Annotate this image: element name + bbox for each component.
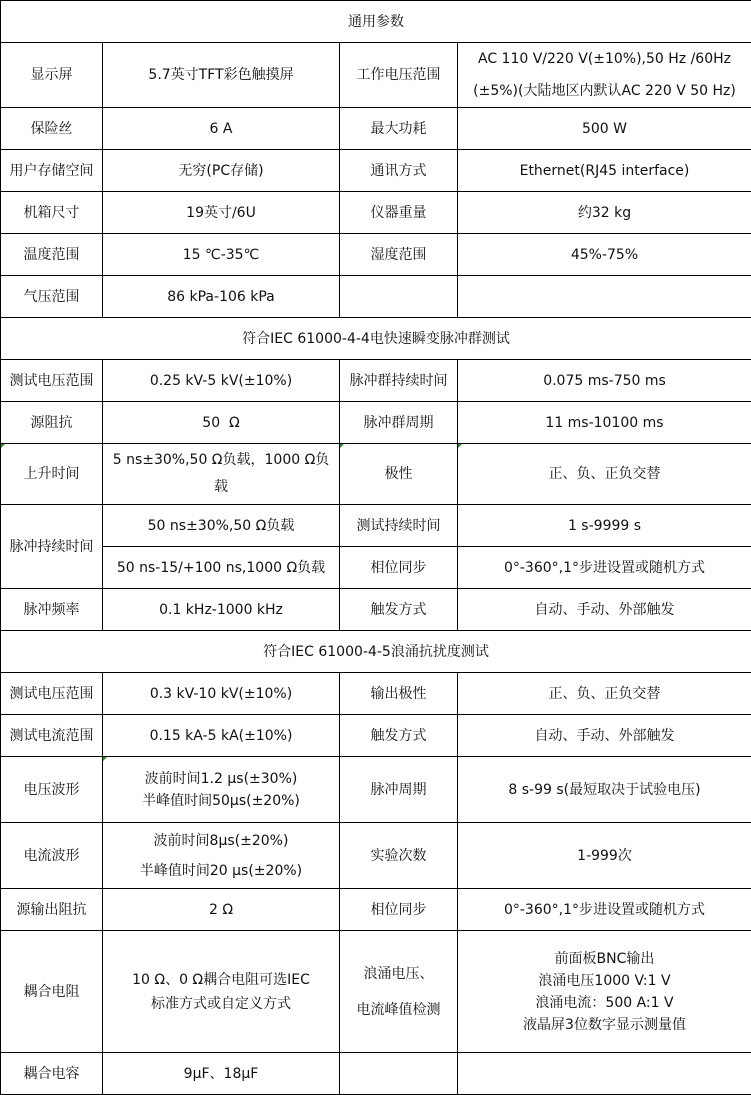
- value-surge-test-voltage: 0.3 kV-10 kV(±10%): [103, 673, 340, 715]
- value-coupling-capacitor: 9μF、18μF: [103, 1053, 340, 1095]
- label-current-wave: 电流波形: [1, 823, 103, 889]
- value-pressure: 86 kPa-106 kPa: [103, 276, 340, 318]
- label-eft-test-voltage: 测试电压范围: [1, 360, 103, 402]
- table-row: [1, 889, 751, 931]
- voltage-range-line1: AC 110 V/220 V(±10%),50 Hz /60Hz: [460, 43, 749, 75]
- label-surge-trigger: 触发方式: [340, 715, 458, 757]
- value-voltage-wave: [103, 757, 340, 823]
- empty-cell: [458, 1053, 751, 1095]
- label-pulse-period: 脉冲周期: [340, 757, 458, 823]
- value-humidity: 45%-75%: [458, 234, 751, 276]
- cell-marker: [340, 444, 344, 448]
- value-pulse-duration-1: 50 ns±30%,50 Ω负载: [103, 505, 340, 547]
- value-burst-period: 11 ms-10100 ms: [458, 402, 751, 444]
- value-rise-time: [103, 444, 340, 505]
- table-row: [1, 150, 751, 192]
- label-coupling-resistor: 耦合电阻: [1, 931, 103, 1053]
- peak-detect-label-line1: 浪涌电压、: [342, 956, 455, 992]
- table-row: [1, 757, 751, 823]
- empty-cell: [458, 276, 751, 318]
- value-voltage-range: [458, 43, 751, 108]
- value-case-size: 19英寸/6U: [103, 192, 340, 234]
- table-row: [1, 360, 751, 402]
- voltage-wave-line1: 波前时间1.2 μs(±30%): [105, 768, 337, 790]
- value-max-power: 500 W: [458, 108, 751, 150]
- current-wave-line2: 半峰值时间20 μs(±20%): [105, 856, 337, 886]
- value-surge-phase-sync: 0°-360°,1°步进设置或随机方式: [458, 889, 751, 931]
- peak-detect-label-line2: 电流峰值检测: [342, 992, 455, 1028]
- label-test-duration: 测试持续时间: [340, 505, 458, 547]
- value-fuse: 6 A: [103, 108, 340, 150]
- label-source-output-impedance: 源输出阻抗: [1, 889, 103, 931]
- label-test-current: 测试电流范围: [1, 715, 103, 757]
- empty-cell: [340, 1053, 458, 1095]
- value-eft-phase-sync: 0°-360°,1°步进设置或随机方式: [458, 547, 751, 589]
- value-current-wave: [103, 823, 340, 889]
- label-output-polarity: 输出极性: [340, 673, 458, 715]
- label-burst-duration: 脉冲群持续时间: [340, 360, 458, 402]
- label-polarity: [340, 444, 458, 505]
- label-surge-test-voltage: 测试电压范围: [1, 673, 103, 715]
- value-peak-detect: [458, 931, 751, 1053]
- value-source-impedance: 50 Ω: [103, 402, 340, 444]
- coupling-resistor-line2: 标准方式或自定义方式: [105, 992, 337, 1016]
- value-output-polarity: 正、负、正负交替: [458, 673, 751, 715]
- label-humidity: 湿度范围: [340, 234, 458, 276]
- value-surge-trigger: 自动、手动、外部触发: [458, 715, 751, 757]
- label-comm: 通讯方式: [340, 150, 458, 192]
- table-row: [1, 276, 751, 318]
- label-voltage-wave: 电压波形: [1, 757, 103, 823]
- label-pulse-freq: 脉冲频率: [1, 589, 103, 631]
- value-source-output-impedance: 2 Ω: [103, 889, 340, 931]
- label-surge-phase-sync: 相位同步: [340, 889, 458, 931]
- current-wave-line1: 波前时间8μs(±20%): [105, 826, 337, 856]
- rise-time-line2: 载: [105, 474, 337, 501]
- table-row: [1, 234, 751, 276]
- table-row: [1, 931, 751, 1053]
- value-comm: Ethernet(RJ45 interface): [458, 150, 751, 192]
- table-row: [1, 402, 751, 444]
- rise-time-label-text: 上升时间: [24, 466, 80, 482]
- label-display: 显示屏: [1, 43, 103, 108]
- rise-time-line1: 5 ns±30%,50 Ω负载，1000 Ω负: [105, 447, 337, 474]
- label-test-count: 实验次数: [340, 823, 458, 889]
- section-title-general: 通用参数: [1, 1, 751, 43]
- label-burst-period: 脉冲群周期: [340, 402, 458, 444]
- label-eft-phase-sync: 相位同步: [340, 547, 458, 589]
- value-weight: 约32 kg: [458, 192, 751, 234]
- value-pulse-duration-2: 50 ns-15/+100 ns,1000 Ω负载: [103, 547, 340, 589]
- cell-marker: [458, 444, 462, 448]
- peak-detect-line2: 浪涌电压1000 V:1 V: [460, 970, 749, 992]
- value-display: 5.7英寸TFT彩色触摸屏: [103, 43, 340, 108]
- section-header-row: [1, 318, 751, 360]
- label-max-power: 最大功耗: [340, 108, 458, 150]
- polarity-value-text: 正、负、正负交替: [549, 466, 661, 482]
- label-pulse-duration: 脉冲持续时间: [1, 505, 103, 589]
- label-fuse: 保险丝: [1, 108, 103, 150]
- polarity-label-text: 极性: [385, 466, 413, 482]
- cell-marker: [103, 757, 107, 761]
- label-weight: 仪器重量: [340, 192, 458, 234]
- value-eft-trigger: 自动、手动、外部触发: [458, 589, 751, 631]
- value-burst-duration: 0.075 ms-750 ms: [458, 360, 751, 402]
- value-test-duration: 1 s-9999 s: [458, 505, 751, 547]
- coupling-resistor-line1: 10 Ω、0 Ω耦合电阻可选IEC: [105, 968, 337, 992]
- value-pulse-freq: 0.1 kHz-1000 kHz: [103, 589, 340, 631]
- table-row: [1, 192, 751, 234]
- cell-marker: [1, 444, 5, 448]
- label-storage: 用户存储空间: [1, 150, 103, 192]
- label-case-size: 机箱尺寸: [1, 192, 103, 234]
- section-title-surge: 符合IEC 61000-4-5浪涌抗扰度测试: [1, 631, 751, 673]
- table-row: [1, 444, 751, 505]
- table-row: [1, 1053, 751, 1095]
- peak-detect-line1: 前面板BNC输出: [460, 948, 749, 970]
- value-polarity: [458, 444, 751, 505]
- label-rise-time: [1, 444, 103, 505]
- voltage-range-line2: (±5%)(大陆地区内默认AC 220 V 50 Hz): [460, 75, 749, 107]
- value-coupling-resistor: [103, 931, 340, 1053]
- section-title-eft: 符合IEC 61000-4-4电快速瞬变脉冲群测试: [1, 318, 751, 360]
- table-row: [1, 505, 751, 547]
- table-row: [1, 43, 751, 108]
- table-row: [1, 547, 751, 589]
- peak-detect-line3: 浪涌电流：500 A:1 V: [460, 992, 749, 1014]
- table-row: [1, 823, 751, 889]
- label-temp: 温度范围: [1, 234, 103, 276]
- label-pressure: 气压范围: [1, 276, 103, 318]
- peak-detect-line4: 液晶屏3位数字显示测量值: [460, 1014, 749, 1036]
- table-row: [1, 589, 751, 631]
- label-peak-detect: [340, 931, 458, 1053]
- voltage-wave-line2: 半峰值时间50μs(±20%): [105, 790, 337, 812]
- table-row: [1, 715, 751, 757]
- section-header-row: [1, 1, 751, 43]
- table-row: [1, 673, 751, 715]
- label-source-impedance: 源阻抗: [1, 402, 103, 444]
- value-test-count: 1-999次: [458, 823, 751, 889]
- value-temp: 15 ℃-35℃: [103, 234, 340, 276]
- value-pulse-period: 8 s-99 s(最短取决于试验电压): [458, 757, 751, 823]
- value-eft-test-voltage: 0.25 kV-5 kV(±10%): [103, 360, 340, 402]
- table-row: [1, 108, 751, 150]
- section-header-row: [1, 631, 751, 673]
- value-test-current: 0.15 kA-5 kA(±10%): [103, 715, 340, 757]
- value-storage: 无穷(PC存储): [103, 150, 340, 192]
- empty-cell: [340, 276, 458, 318]
- label-eft-trigger: 触发方式: [340, 589, 458, 631]
- label-voltage-range: 工作电压范围: [340, 43, 458, 108]
- label-coupling-capacitor: 耦合电容: [1, 1053, 103, 1095]
